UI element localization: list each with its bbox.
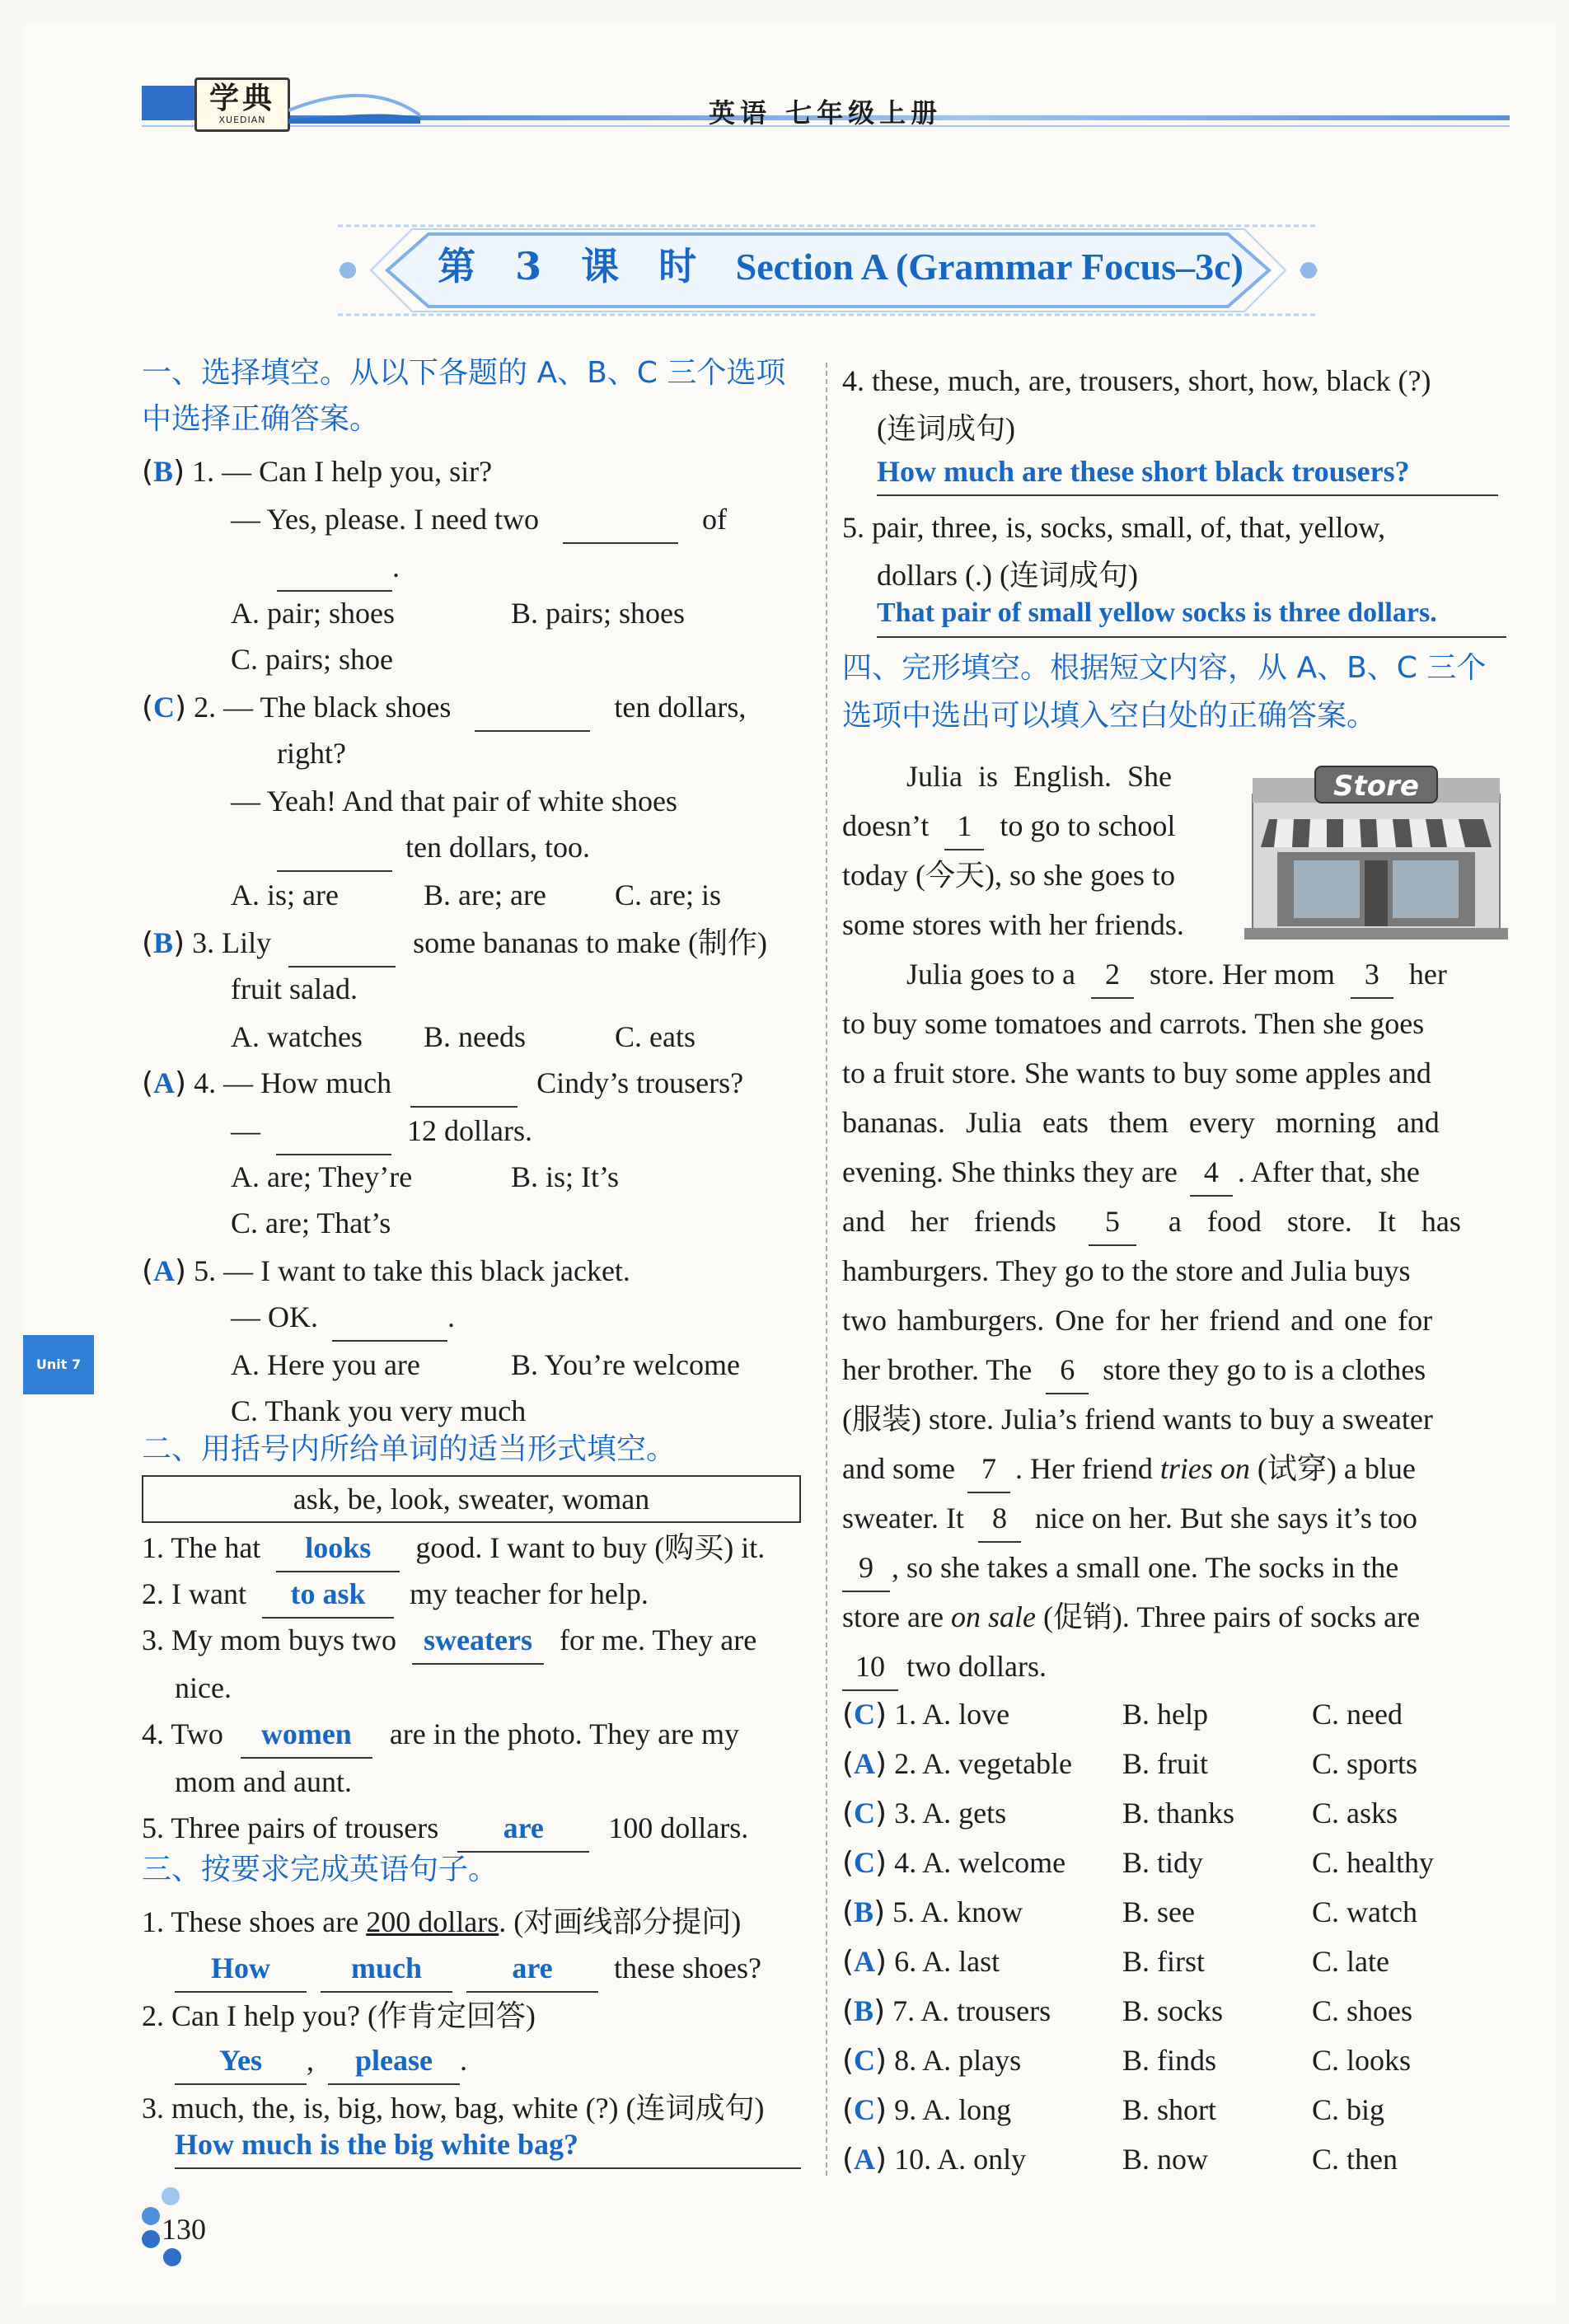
option-c: C. asks (1312, 1797, 1398, 1830)
item-text: my teacher for help. (409, 1577, 649, 1610)
rewrite-answer-5 (877, 590, 1506, 638)
answer-mark: A (854, 1747, 876, 1780)
option-b: B. You’re welcome (511, 1348, 740, 1381)
option-c: C. shoes (1312, 1994, 1413, 2027)
passage-line: to a fruit store. She wants to buy some apples and (842, 1057, 1431, 1089)
part2-heading: 二、用括号内所给单词的适当形式填空。 (142, 1432, 677, 1466)
passage-text: . Her friend (1014, 1452, 1153, 1485)
passage-text: two dollars. (906, 1650, 1047, 1683)
passage-line (842, 1594, 1420, 1640)
answer-blank[interactable]: Yes (175, 2037, 307, 2085)
option-a: A. are; They’re (231, 1160, 413, 1193)
option-b: B. tidy (1122, 1846, 1204, 1879)
question-text: — Yes, please. I need two (231, 503, 539, 536)
question-number: 1. (192, 455, 215, 488)
answer-mark: B (153, 455, 174, 488)
item-text: good. I want to buy (购买) it. (415, 1531, 766, 1564)
passage-text: evening. She thinks they are (842, 1155, 1178, 1188)
passage-line: Julia is English. She (906, 760, 1173, 793)
question-5-line2 (231, 1294, 455, 1342)
passage-text: and some (842, 1452, 955, 1485)
passage-text: . After that, she (1237, 1155, 1420, 1188)
fill-item-3 (142, 1617, 756, 1665)
option-b: B. help (1122, 1698, 1208, 1731)
publisher-logo (194, 77, 290, 132)
answer-mark: C (854, 1846, 876, 1879)
logo-text: 学典 (208, 81, 275, 115)
passage-text: and her friends (842, 1205, 1056, 1238)
option-b: B. see (1122, 1895, 1195, 1928)
answer-blank[interactable] (563, 496, 678, 544)
question-1-line3 (277, 544, 400, 592)
item-text: 4. Two (142, 1717, 223, 1750)
part4-heading-cont: 选项中选出可以填入空白处的正确答案。 (842, 699, 1377, 733)
answer-blank[interactable]: That pair of small yellow socks is three dollars. (877, 590, 1506, 638)
question-text: ten dollars, (614, 691, 747, 724)
passage-text: store are (842, 1600, 944, 1633)
answer-mark: B (153, 926, 174, 959)
option-a: 7. A. trousers (892, 1994, 1051, 2027)
rewrite-answer-4 (877, 448, 1498, 496)
question-3: (B) 3. Lily some bananas to make (制作) (142, 920, 767, 968)
part1-heading-cont: 中选择正确答案。 (142, 402, 380, 436)
passage-line (842, 1149, 1420, 1197)
answer-mark: B (854, 1994, 874, 2027)
answer-mark: C (854, 2044, 876, 2077)
lesson-title (429, 234, 1253, 298)
word-bank: ask, be, look, sweater, woman (142, 1475, 801, 1523)
question-text: . (447, 1300, 455, 1333)
passage-line: two hamburgers. One for her friend and one for (842, 1304, 1433, 1337)
option-a: 1. A. love (894, 1698, 1010, 1731)
lesson-section: Section A (Grammar Focus–3c) (735, 246, 1243, 288)
question-text: 12 dollars. (407, 1114, 532, 1147)
passage-italic: tries on (1159, 1452, 1250, 1485)
passage-text: her brother. The (842, 1353, 1033, 1386)
cloze-option-row: (C) 4. A. welcome (842, 1846, 1066, 1880)
passage-line (842, 1544, 1398, 1592)
question-text: — (231, 1114, 260, 1147)
question-1: (B) 1. — Can I help you, sir? (142, 455, 493, 489)
question-2-line3: — Yeah! And that pair of white shoes (231, 785, 677, 818)
answer-blank[interactable]: How much are these short black trousers? (877, 448, 1498, 496)
answer-mark: A (153, 1066, 176, 1099)
question-5: (A) 5. — I want to take this black jacket. (142, 1254, 630, 1288)
item-text: , (307, 2044, 314, 2077)
question-2-line2: right? (277, 737, 346, 770)
question-number: 3. (192, 926, 215, 959)
question-4: (A) 4. — How much Cindy’s trousers? (142, 1060, 743, 1108)
item-text: are in the photo. They are my (389, 1717, 740, 1750)
column-divider (826, 363, 827, 2176)
cloze-blank[interactable]: 5 (1089, 1198, 1136, 1246)
rewrite-item-2: 2. Can I help you? (作肯定回答) (142, 1999, 536, 2032)
passage-text: a food store. It has (1168, 1205, 1461, 1238)
option-c: C. are; That’s (231, 1207, 391, 1239)
cloze-blank[interactable]: 2 (1091, 951, 1134, 999)
option-c: C. healthy (1312, 1846, 1434, 1879)
answer-blank[interactable] (410, 1060, 518, 1108)
option-c: C. sports (1312, 1747, 1418, 1780)
question-number: 4. (194, 1066, 217, 1099)
item-text: 2. I want (142, 1577, 246, 1610)
answer-mark: C (153, 691, 176, 724)
option-a: 9. A. long (894, 2093, 1012, 2126)
answer-blank[interactable]: are (457, 1805, 589, 1853)
item-text: for me. They are (560, 1624, 757, 1656)
cloze-blank[interactable]: 1 (944, 803, 984, 850)
cloze-blank[interactable]: 3 (1351, 951, 1393, 999)
option-a: A. is; are (231, 879, 339, 911)
passage-text: to go to school (1000, 809, 1176, 842)
option-b: B. needs (424, 1020, 526, 1053)
answer-blank[interactable]: please (328, 2037, 460, 2085)
answer-blank[interactable] (332, 1294, 447, 1342)
rewrite-answer-1 (175, 1945, 761, 1993)
answer-blank[interactable] (277, 824, 392, 872)
option-c: C. Thank you very much (231, 1394, 527, 1427)
cloze-option-row: (A) 2. A. vegetable (842, 1747, 1073, 1781)
answer-blank[interactable]: to ask (262, 1571, 394, 1619)
passage-line: to buy some tomatoes and carrots. Then she goes (842, 1007, 1425, 1040)
passage-line: bananas. Julia eats them every morning and (842, 1106, 1440, 1139)
rewrite-item-5: 5. pair, three, is, socks, small, of, that, yellow, (842, 511, 1386, 544)
fill-item-4 (142, 1711, 739, 1759)
book-title: 英语 七年级上册 (709, 97, 943, 129)
passage-text: store. Her mom (1149, 958, 1335, 991)
passage-text: her (1408, 958, 1447, 991)
item-text: 100 dollars. (608, 1811, 749, 1844)
question-text: — The black shoes (223, 691, 452, 724)
option-a: A. Here you are (231, 1348, 420, 1381)
passage-line (842, 1347, 1426, 1394)
question-text: some bananas to make (制作) (413, 926, 767, 959)
question-text: — OK. (231, 1300, 318, 1333)
answer-blank[interactable]: women (241, 1711, 372, 1759)
option-b: B. now (1122, 2143, 1209, 2176)
option-b: B. are; are (424, 879, 546, 911)
rewrite-answer-3 (175, 2121, 801, 2169)
page-number: 130 (162, 2213, 206, 2246)
item-text: 1. The hat (142, 1531, 261, 1564)
question-text: — How much (223, 1066, 392, 1099)
item-text: . (460, 2044, 467, 2077)
question-3-line2: fruit salad. (231, 972, 358, 1005)
answer-blank[interactable]: are (466, 1945, 598, 1993)
question-text: ten dollars, too. (405, 831, 590, 864)
passage-line (842, 1643, 1047, 1691)
fill-item-3-cont: nice. (175, 1671, 232, 1704)
lesson-number: 第 3 课 时 (438, 244, 710, 288)
cloze-option-row: (C) 9. A. long (842, 2093, 1012, 2127)
passage-text: (促销). Three pairs of socks are (1042, 1600, 1421, 1633)
answer-blank[interactable]: sweaters (412, 1617, 544, 1665)
part3-heading: 三、按要求完成英语句子。 (142, 1853, 499, 1886)
cloze-option-row: (C) 1. A. love (842, 1698, 1010, 1731)
rewrite-item-5-cont: dollars (.) (连词成句) (877, 559, 1138, 592)
decor-dot (163, 2248, 181, 2266)
answer-blank[interactable] (277, 544, 392, 592)
passage-line (842, 1445, 1416, 1493)
option-b: B. first (1122, 1945, 1206, 1978)
option-b: B. socks (1122, 1994, 1224, 2027)
item-text: 3. My mom buys two (142, 1624, 397, 1656)
question-text: Lily (222, 926, 272, 959)
logo-subtext: XUEDIAN (218, 115, 266, 125)
header-wave-icon (288, 86, 420, 124)
answer-mark: A (153, 1254, 176, 1287)
option-a: 4. A. welcome (894, 1846, 1066, 1879)
cloze-blank[interactable]: 8 (978, 1495, 1021, 1543)
cloze-option-row: (A) 6. A. last (842, 1945, 1000, 1979)
rewrite-item-4: 4. these, much, are, trousers, short, how, black (?) (842, 364, 1431, 397)
passage-text: , so she takes a small one. The socks in the (892, 1551, 1399, 1584)
passage-line: today (今天), so she goes to (842, 859, 1175, 892)
question-text: . (392, 551, 400, 583)
question-number: 2. (194, 691, 217, 724)
option-b: B. short (1122, 2093, 1217, 2126)
question-1-line2 (231, 496, 727, 544)
decor-dot (142, 2207, 160, 2225)
passage-line: hamburgers. They go to the store and Julia buys (842, 1254, 1411, 1287)
passage-text: store they go to is a clothes (1103, 1353, 1426, 1386)
rewrite-item-1 (142, 1899, 741, 1945)
answer-mark: C (854, 1698, 876, 1731)
answer-blank[interactable] (288, 920, 396, 968)
option-a: 6. A. last (894, 1945, 1000, 1978)
rewrite-item-4-cont: (连词成句) (877, 412, 1015, 445)
option-a: 10. A. only (894, 2143, 1027, 2176)
cloze-blank[interactable]: 6 (1046, 1347, 1089, 1394)
question-2: (C) 2. — The black shoes ten dollars, (142, 684, 746, 732)
answer-blank[interactable] (475, 684, 590, 732)
passage-text: doesn’t (842, 809, 930, 842)
answer-mark: C (854, 2093, 876, 2126)
option-c: C. are; is (615, 879, 721, 911)
question-2-line4 (277, 824, 590, 872)
option-b: B. fruit (1122, 1747, 1208, 1780)
item-text: 5. Three pairs of trousers (142, 1811, 439, 1844)
option-c: C. eats (615, 1020, 696, 1053)
option-b: B. finds (1122, 2044, 1217, 2077)
part1-heading: 一、选择填空。从以下各题的 A、B、C 三个选项 (142, 356, 786, 390)
part4-heading: 四、完形填空。根据短文内容，从 A、B、C 三个 (842, 651, 1487, 685)
question-text: — I want to take this black jacket. (223, 1254, 630, 1287)
unit-tab: Unit 7 (23, 1335, 94, 1394)
passage-text: Julia goes to a (906, 958, 1075, 991)
option-a: 3. A. gets (894, 1797, 1007, 1830)
passage-line (842, 1198, 1461, 1246)
passage-text: (试穿) a blue (1257, 1452, 1416, 1485)
option-b: B. is; It’s (511, 1160, 620, 1193)
rewrite-item-3: 3. much, the, is, big, how, bag, white (?) (连词成句) (142, 2092, 765, 2125)
option-a: 5. A. know (892, 1895, 1023, 1928)
cloze-blank[interactable]: 10 (842, 1643, 898, 1691)
store-sign: Store (1333, 770, 1419, 803)
fill-item-2 (142, 1571, 649, 1619)
passage-line: some stores with her friends. (842, 908, 1184, 941)
option-a: 8. A. plays (894, 2044, 1022, 2077)
option-a: A. watches (231, 1020, 363, 1053)
answer-blank[interactable]: How (175, 1945, 307, 1993)
underlined-text: 200 dollars (366, 1905, 499, 1938)
answer-blank[interactable] (276, 1108, 391, 1155)
question-number: 5. (194, 1254, 217, 1287)
option-c: C. looks (1312, 2044, 1412, 2077)
answer-mark: B (854, 1895, 874, 1928)
cloze-option-row: (C) 8. A. plays (842, 2044, 1022, 2078)
passage-line: (服装) store. Julia’s friend wants to buy a sweater (842, 1403, 1433, 1436)
passage-line (842, 803, 1175, 850)
option-b: B. pairs; shoes (511, 597, 685, 630)
rewrite-answer-2 (175, 2037, 467, 2085)
option-c: C. need (1312, 1698, 1403, 1731)
option-a: A. pair; shoes (231, 597, 395, 630)
decor-dot (162, 2187, 180, 2205)
decor-dot (142, 2230, 160, 2248)
option-c: C. pairs; shoe (231, 643, 393, 676)
answer-mark: A (854, 2143, 876, 2176)
option-c: C. late (1312, 1945, 1389, 1978)
item-text: . (对画线部分提问) (499, 1905, 742, 1938)
passage-text: sweater. It (842, 1502, 964, 1534)
option-c: C. big (1312, 2093, 1385, 2126)
answer-mark: C (854, 1797, 876, 1830)
fill-item-1 (142, 1525, 765, 1572)
passage-line (906, 951, 1447, 999)
cloze-option-row: (A) 10. A. only (842, 2143, 1027, 2176)
cloze-option-row: (C) 3. A. gets (842, 1797, 1007, 1830)
item-text: 1. These shoes are (142, 1905, 367, 1938)
question-text: Cindy’s trousers? (536, 1066, 744, 1099)
answer-blank[interactable]: much (321, 1945, 452, 1993)
cloze-option-row: (B) 7. A. trousers (842, 1994, 1051, 2028)
question-4-line2 (231, 1108, 532, 1155)
fill-item-4-cont: mom and aunt. (175, 1765, 352, 1798)
question-text: of (701, 503, 727, 536)
answer-blank[interactable]: looks (276, 1525, 400, 1572)
cloze-blank[interactable]: 9 (842, 1544, 890, 1592)
option-a: 2. A. vegetable (894, 1747, 1073, 1780)
option-c: C. then (1312, 2143, 1398, 2176)
item-text: these shoes? (614, 1952, 761, 1984)
answer-blank[interactable]: How much is the big white bag? (175, 2121, 801, 2169)
answer-mark: A (854, 1945, 876, 1978)
cloze-blank[interactable]: 4 (1190, 1149, 1233, 1197)
question-text: — Can I help you, sir? (222, 455, 493, 488)
cloze-option-row: (B) 5. A. know (842, 1895, 1023, 1929)
option-b: B. thanks (1122, 1797, 1235, 1830)
passage-line (842, 1495, 1417, 1543)
option-c: C. watch (1312, 1895, 1417, 1928)
passage-text: nice on her. But she says it’s too (1034, 1502, 1417, 1534)
cloze-blank[interactable]: 7 (967, 1445, 1010, 1493)
passage-italic: on sale (950, 1600, 1036, 1633)
